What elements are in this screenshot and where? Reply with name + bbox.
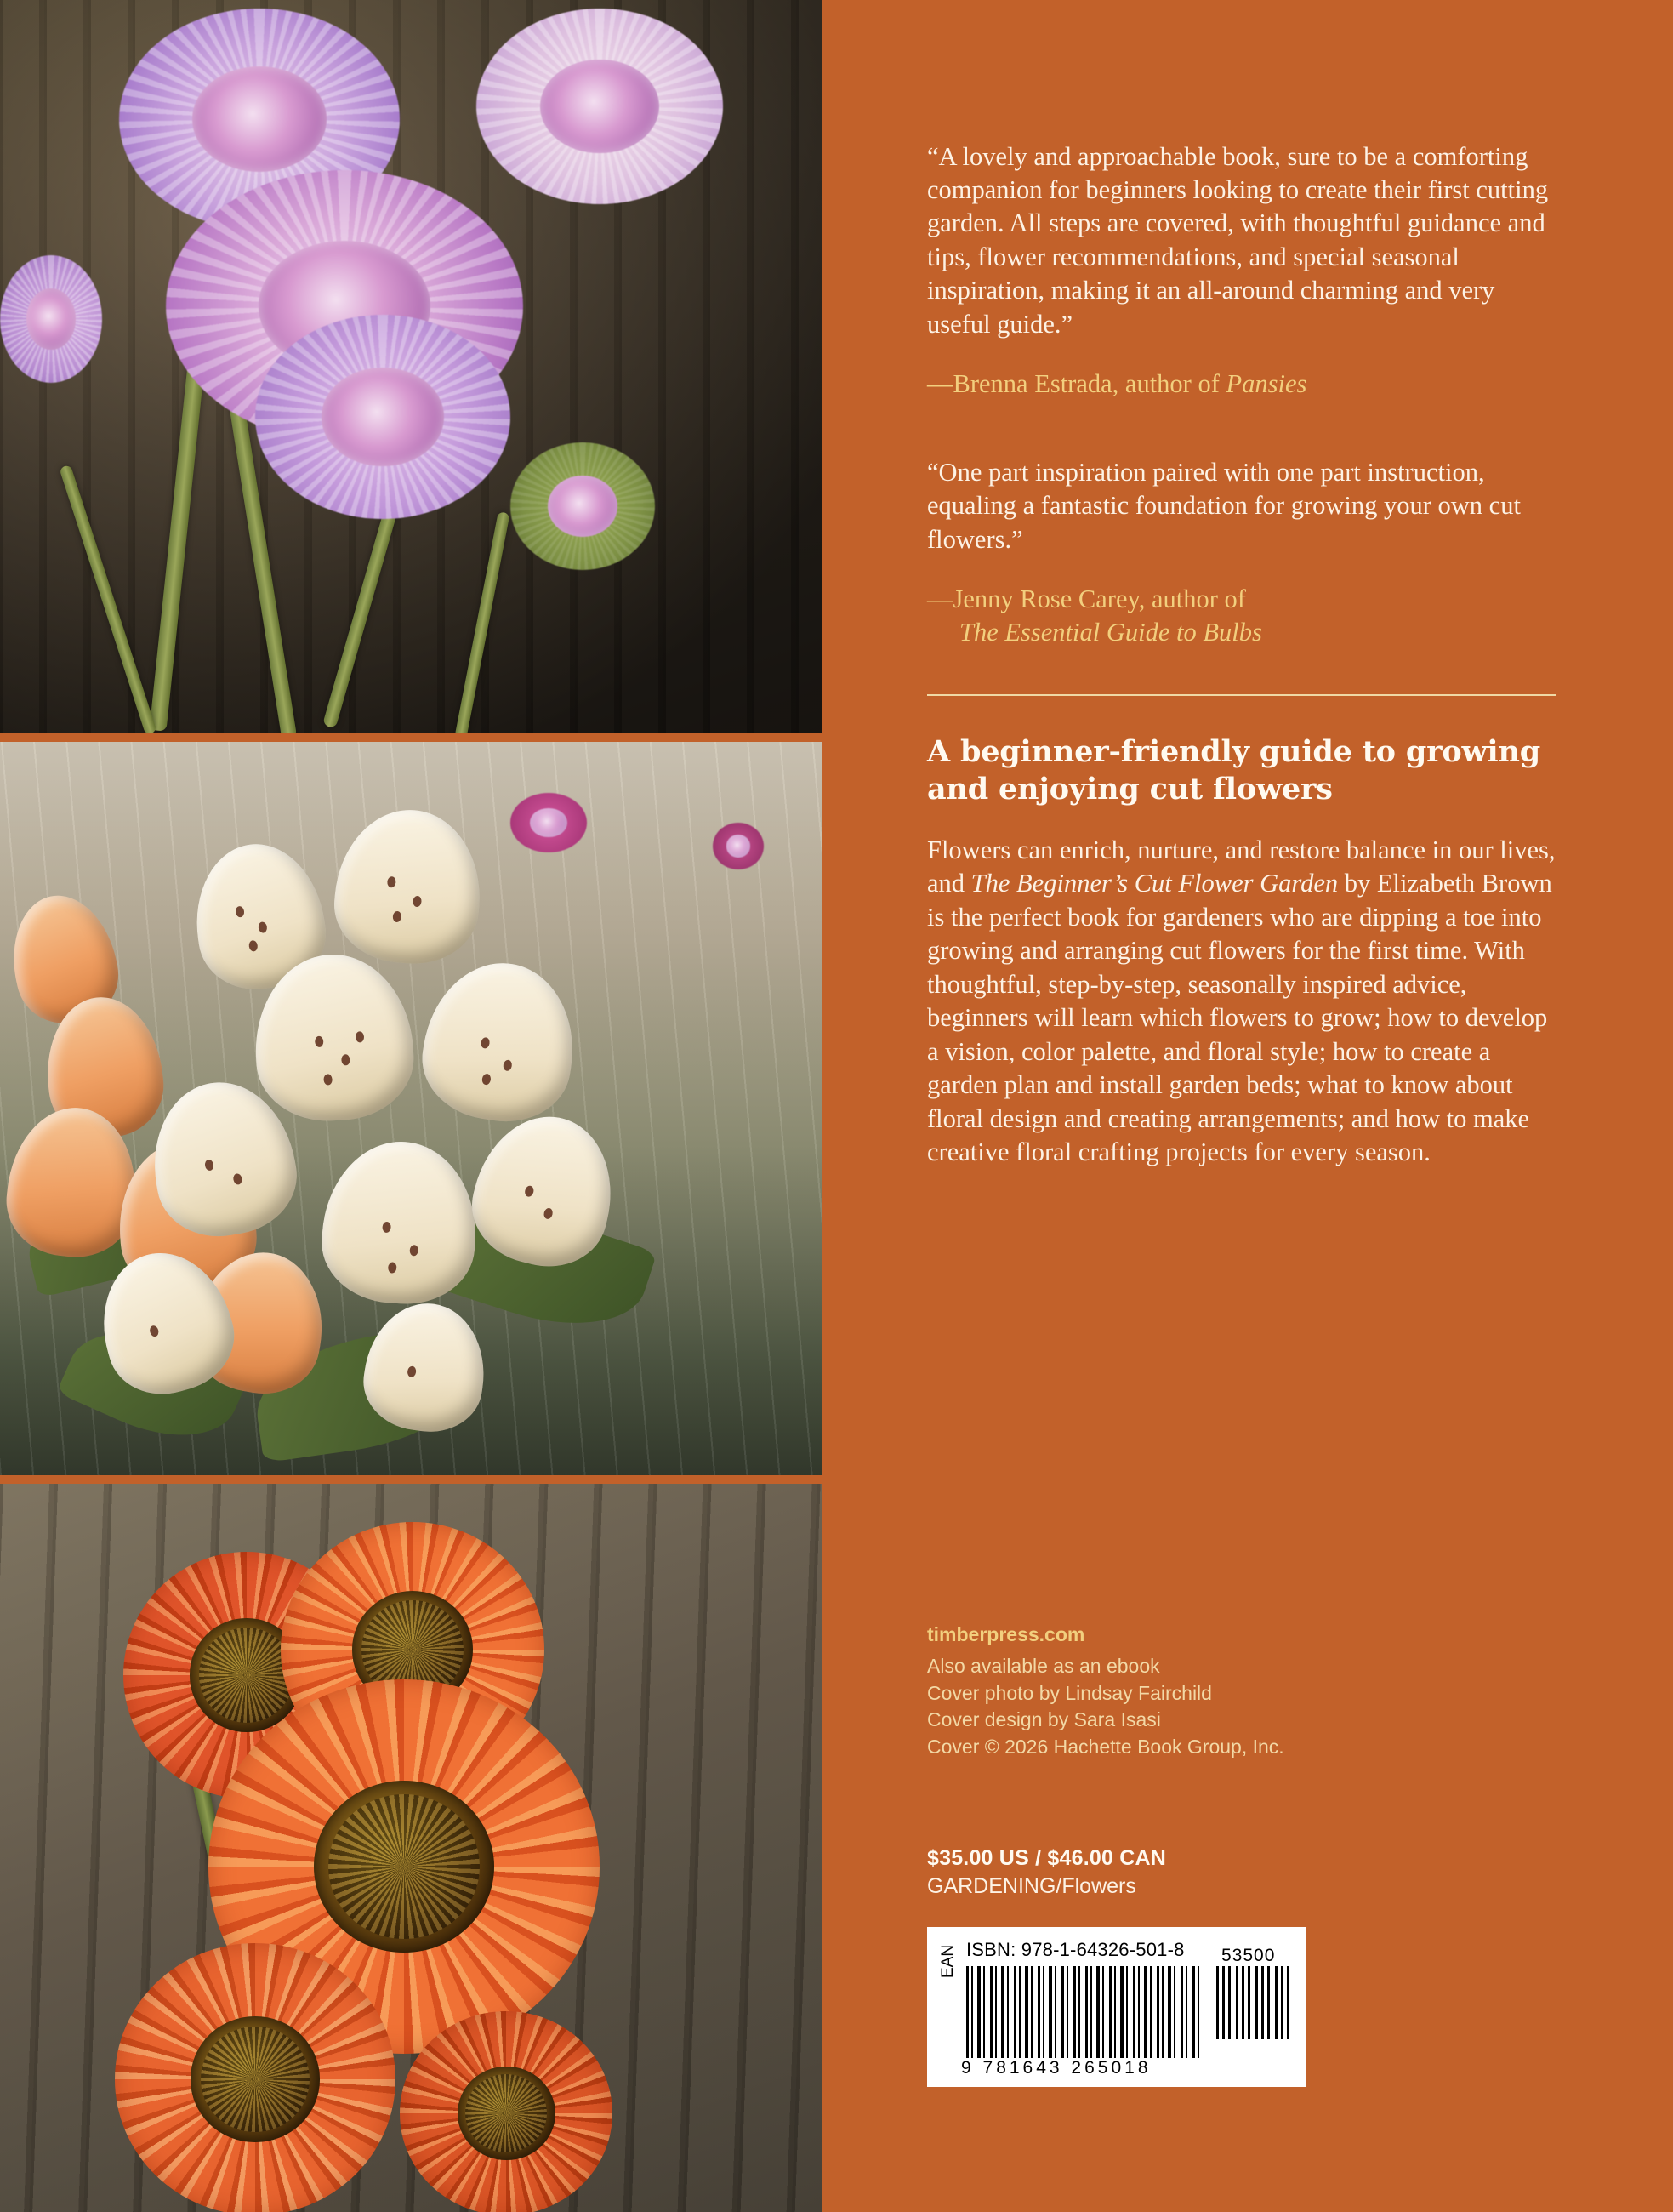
credit-cover-design: Cover design by Sara Isasi	[927, 1708, 1161, 1731]
credit-copyright: Cover © 2026 Hachette Book Group, Inc.	[927, 1736, 1284, 1759]
credit-cover-photo: Cover photo by Lindsay Fairchild	[927, 1681, 1212, 1704]
text-column	[927, 0, 1556, 2212]
blurb-1-attribution-title: Pansies	[1226, 368, 1307, 398]
barcode-ean-label: EAN	[939, 1944, 957, 1978]
blurb-2	[927, 456, 1556, 650]
blurb-2-attribution-prefix: —Jenny Rose Carey, author of	[927, 584, 1246, 613]
blurb-1-quote: “A lovely and approachable book, sure to be a comforting companion for beginners looking to create their first cutting garden. All steps are covered, with thoughtful guidance and tips, flower recommendations, and special seasonal inspiration, making it an all-around charming and very useful guide.”	[927, 141, 1549, 339]
blurb-1	[927, 140, 1556, 402]
barcode-supplement-bars	[1216, 1966, 1289, 2039]
orange-gaillardia-photo	[0, 1484, 822, 2212]
barcode	[927, 1927, 1306, 2087]
book-category: GARDENING/Flowers	[927, 1874, 1136, 1898]
description-book-title: The Beginner’s Cut Flower Garden	[970, 869, 1339, 898]
barcode-supplement-digits: 53500	[1221, 1946, 1276, 1965]
credits-block	[927, 1623, 1556, 1761]
barcode-isbn-label: ISBN: 978-1-64326-501-8	[966, 1939, 1185, 1960]
blurb-2-quote: “One part inspiration paired with one part instruction, equaling a fantastic foundation for growing your own cut flowers.”	[927, 457, 1521, 554]
credit-ebook: Also available as an ebook	[927, 1655, 1160, 1677]
description-part1: Flowers can enrich, nurture, and restore balance in our lives, and	[927, 835, 1556, 898]
description-paragraph	[927, 834, 1556, 1170]
purple-scabiosa-photo	[0, 0, 822, 733]
barcode-main-bars	[966, 1966, 1204, 2058]
blurb-section	[927, 114, 1556, 1170]
foxglove-bouquet-photo	[0, 742, 822, 1475]
price-block	[927, 1846, 1556, 1899]
blurb-2-attribution-title: The Essential Guide to Bulbs	[959, 618, 1262, 647]
section-divider	[927, 694, 1556, 696]
blurb-1-attribution-prefix: —Brenna Estrada, author of	[927, 368, 1226, 398]
price-amount: $35.00 US / $46.00 CAN	[927, 1846, 1166, 1870]
blurb-2-attribution	[927, 583, 1556, 650]
photo-column	[0, 0, 822, 2212]
headline: A beginner-friendly guide to growing and enjoying cut flowers	[927, 733, 1541, 807]
description-part2: by Elizabeth Brown is the perfect book for gardeners who are dipping a toe into growing and arranging cut flowers for the first time. With thoughtful, step-by-step, seasonally inspired advice, beginners will learn which flowers to grow; how to develop a vision, color palette, and floral style; how to create a garden plan and install garden beds; what to know about floral design and creating arrangements; and how to make creative floral crafting projects for every season.	[927, 869, 1552, 1167]
barcode-digits: 9 781643 265018	[961, 2058, 1152, 2078]
publisher-website[interactable]: timberpress.com	[927, 1623, 1085, 1645]
blurb-1-attribution	[927, 368, 1556, 401]
